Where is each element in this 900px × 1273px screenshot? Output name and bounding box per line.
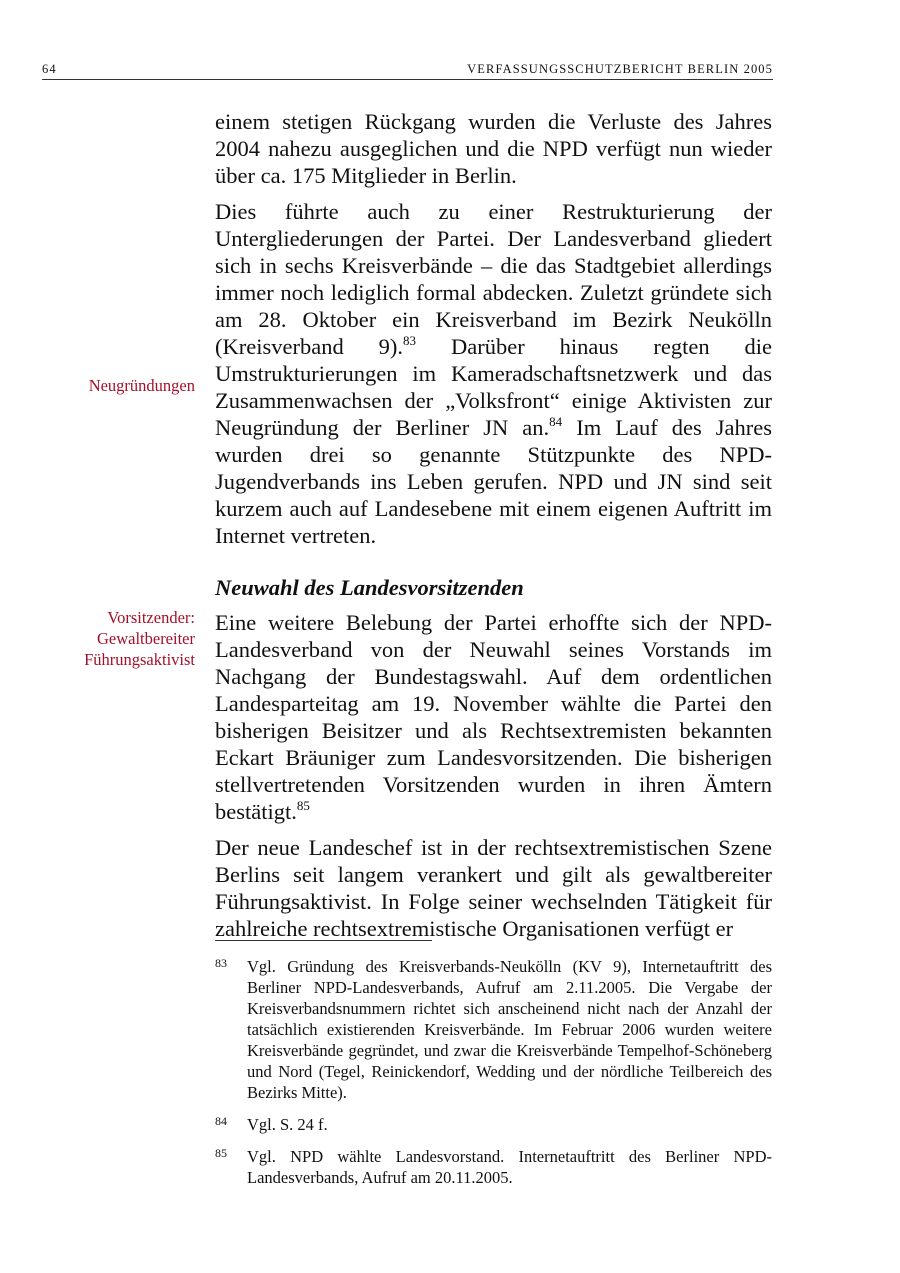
footnote-number: 84 — [215, 1114, 227, 1128]
footnote — [215, 1146, 772, 1188]
footnote-ref[interactable]: 85 — [296, 798, 310, 813]
footnote — [215, 1114, 772, 1135]
paragraph — [215, 108, 772, 189]
footnote-ref[interactable]: 83 — [403, 333, 417, 348]
paragraph-text: Im Lauf des Jahres wurden drei so genannte Stützpunkte des NPD-Jugendverbands ins Leben gerufen. NPD und JN sind seit kurzem auch auf Landesebene mit einem eigenen Auftritt im Internet vertreten. — [215, 415, 772, 548]
paragraph-text: Dies führte auch zu einer Restrukturierung der Untergliederungen der Partei. Der Landesverband gliedert sich in sechs Kreisverbände – die das Stadtgebiet allerdings immer noch lediglich formal abdecken. Zuletzt gründete sich am 28. Oktober ein Kreisverband im Bezirk Neukölln (Kreisverband 9). — [215, 199, 772, 359]
paragraph-text: Darüber hinaus regten die Umstrukturierungen im Kameradschaftsnetzwerk und das Zusammenwachsen der „Volksfront“ einige Aktivisten zur Neugründung der Berliner JN an. — [215, 334, 773, 440]
paragraph — [215, 834, 772, 942]
running-header — [42, 62, 773, 80]
margin-note-line: Gewaltbereiter — [96, 629, 195, 648]
margin-note-vorsitzender — [84, 607, 195, 670]
paragraph — [215, 609, 772, 825]
margin-note-line: Vorsitzender: — [107, 608, 195, 627]
main-text — [215, 108, 772, 951]
paragraph-text: einem stetigen Rückgang wurden die Verluste des Jahres 2004 nahezu ausgeglichen und die NPD verfügt nun wieder über ca. 175 Mitglieder in Berlin. — [215, 109, 772, 188]
margin-note-neugruendungen — [89, 375, 195, 396]
margin-note-text: Neugründungen — [88, 376, 195, 395]
footnote-text: Vgl. NPD wählte Landesvorstand. Internetauftritt des Berliner NPD-Landesverbands, Aufruf am 20.11.2005. — [247, 1147, 772, 1187]
paragraph-text: Der neue Landeschef ist in der rechtsextremistischen Szene Berlins seit langem verankert und gilt als gewaltbereiter Führungsaktivist. In Folge seiner wechselnden Tätigkeit für zahlreiche rechtsextremistische Organisationen verfügt er — [215, 835, 772, 941]
running-title: VERFASSUNGSSCHUTZBERICHT BERLIN 2005 — [467, 62, 773, 76]
footnote-ref[interactable]: 84 — [549, 414, 563, 429]
footnote — [215, 956, 772, 1103]
footnote-text: Vgl. Gründung des Kreisverbands-Neukölln (KV 9), Internetauftritt des Berliner NPD-Landesverbands, Aufruf am 2.11.2005. Die Vergabe der Kreisverbandsnummern richtet sich anscheinend nicht nach der Anzahl der tatsächlich existierenden Kreisverbände. Im Februar 2006 wurden weitere Kreisverbände gegründet, und zwar die Kreisverbände Tempelhof-Schöneberg und Nord (Tegel, Reinickendorf, Wedding und der nördliche Teilbereich des Bezirks Mitte). — [247, 957, 772, 1102]
section-heading: Neuwahl des Landesvorsitzenden — [215, 575, 524, 600]
margin-note-line: Führungsaktivist — [84, 650, 195, 669]
footnote-number: 83 — [215, 956, 227, 970]
footnote-number: 85 — [215, 1146, 227, 1160]
page-number: 64 — [42, 62, 57, 76]
footnotes — [215, 956, 772, 1199]
footnote-separator — [215, 940, 432, 941]
paragraph — [215, 198, 772, 549]
paragraph-text: Eine weitere Belebung der Partei erhoffte sich der NPD-Landesverband von der Neuwahl seines Vorstands im Nachgang der Bundestagswahl. Auf dem ordentlichen Landesparteitag am 19. November wählte die Partei den bisherigen Beisitzer und als Rechtsextremisten bekannten Eckart Bräuniger zum Landesvorsitzenden. Die bisherigen stellvertretenden Vorsitzenden wurden in ihren Ämtern bestätigt. — [215, 610, 772, 824]
footnote-text: Vgl. S. 24 f. — [247, 1115, 328, 1134]
